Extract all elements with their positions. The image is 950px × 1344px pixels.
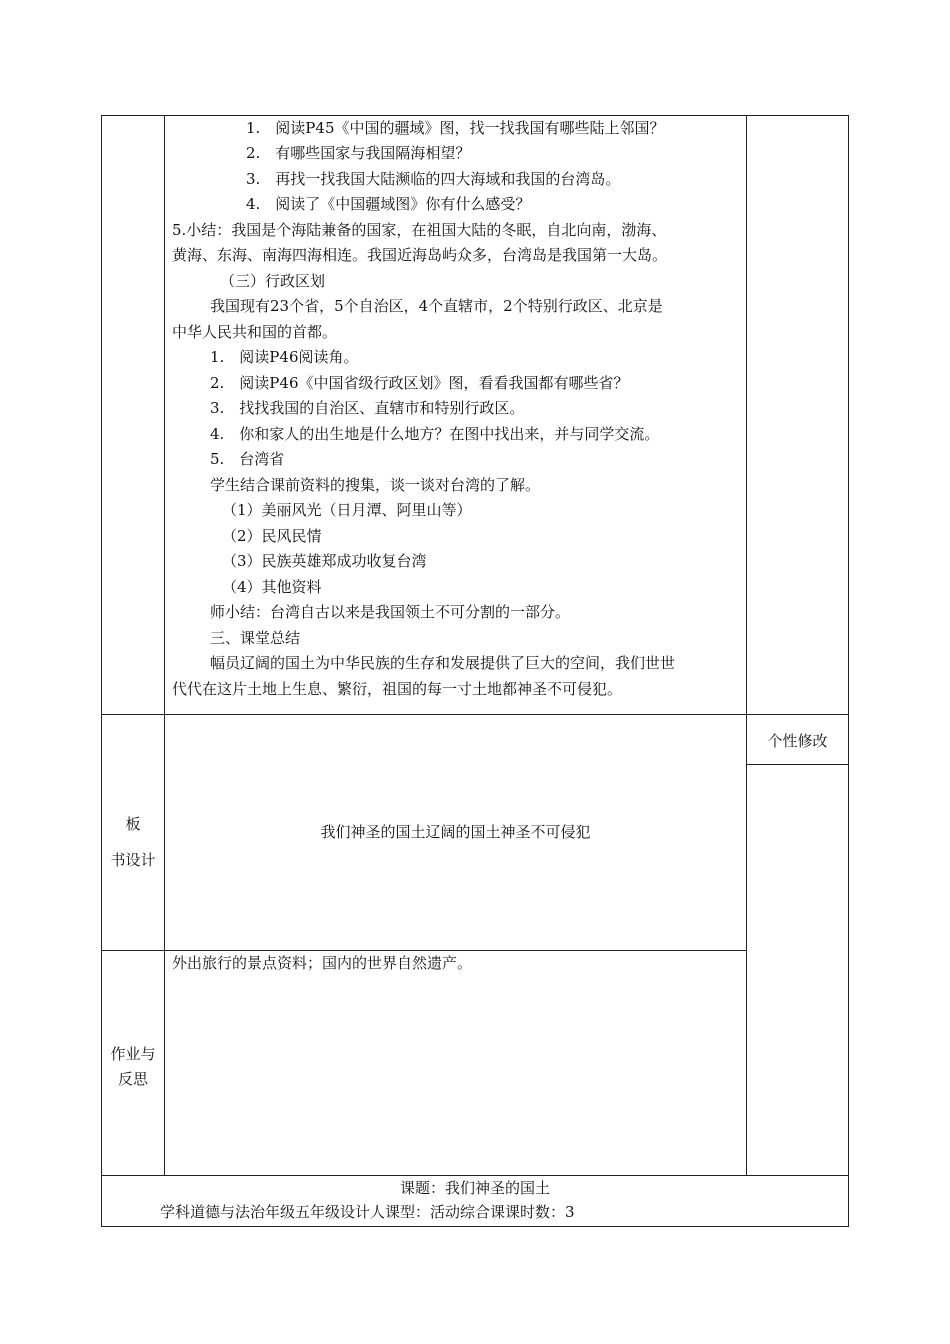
personal-edit-divider [746,764,849,765]
table-bottom-border [101,1226,849,1227]
content-line: 学生结合课前资料的搜集，谈一谈对台湾的了解。 [210,476,541,494]
content-line: 1. 阅读P46阅读角。 [210,348,359,366]
homework-label-line1: 作业与 [110,1045,156,1063]
board-label-line1: 板 [125,815,141,833]
lesson-topic: 课题：我们神圣的国土 [399,1179,550,1197]
board-label-line2: 书设计 [110,851,156,869]
content-line: 3. 找找我国的自治区、直辖市和特别行政区。 [210,399,525,417]
row-divider-content [101,714,849,715]
content-line: 2. 阅读P46《中国省级行政区划》图，看看我国都有哪些省？ [210,374,629,392]
section-heading: （三）行政区划 [220,272,326,290]
content-line: 4. 阅读了《中国疆域图》你有什么感受？ [246,195,531,213]
content-line: （2）民风民情 [222,527,322,545]
content-line: 5. 台湾省 [210,450,285,468]
content-line: （3）民族英雄郑成功收复台湾 [222,552,427,570]
content-line: 3. 再找一找我国大陆濒临的四大海域和我国的台湾岛。 [246,170,621,188]
board-design-label [102,806,164,878]
board-design-text: 我们神圣的国土辽阔的国土神圣不可侵犯 [320,823,591,841]
table-right-border [848,115,849,1226]
content-line: 师小结：台湾自古以来是我国领土不可分割的一部分。 [210,603,571,621]
content-line: 我国现有23个省，5个自治区，4个直辖市，2个特别行政区、北京是 [210,297,663,315]
content-line: 4. 你和家人的出生地是什么地方？在图中找出来，并与同学交流。 [210,425,660,443]
homework-text: 外出旅行的景点资料；国内的世界自然遗产。 [172,954,473,972]
personal-edit-label: 个性修改 [767,732,828,750]
content-line: 中华人民共和国的首都。 [172,323,338,341]
lesson-meta: 学科道德与法治年级五年级设计人课型：活动综合课课时数：3 [160,1203,575,1221]
homework-label-line2: 反思 [117,1070,148,1088]
notes-column-divider [746,115,747,1175]
content-line: 代代在这片土地上生息、繁衍，祖国的每一寸土地都神圣不可侵犯。 [172,680,623,698]
content-line: （4）其他资料 [222,578,322,596]
label-column-divider [164,115,165,1175]
content-line: 5.小结：我国是个海陆兼备的国家，在祖国大陆的冬眠，自北向南，渤海、 [172,221,667,239]
homework-label [102,1042,164,1092]
content-line: 黄海、东海、南海四海相连。我国近海岛屿众多，台湾岛是我国第一大岛。 [172,246,668,264]
content-line: 2. 有哪些国家与我国隔海相望？ [246,144,471,162]
content-line: 幅员辽阔的国土为中华民族的生存和发展提供了巨大的空间，我们世世 [210,654,676,672]
section-heading: 三、课堂总结 [210,629,301,647]
content-line: 1. 阅读P45《中国的疆域》图，找一找我国有哪些陆上邻国？ [246,119,665,137]
content-line: （1）美丽风光（日月潭、阿里山等） [222,501,472,519]
